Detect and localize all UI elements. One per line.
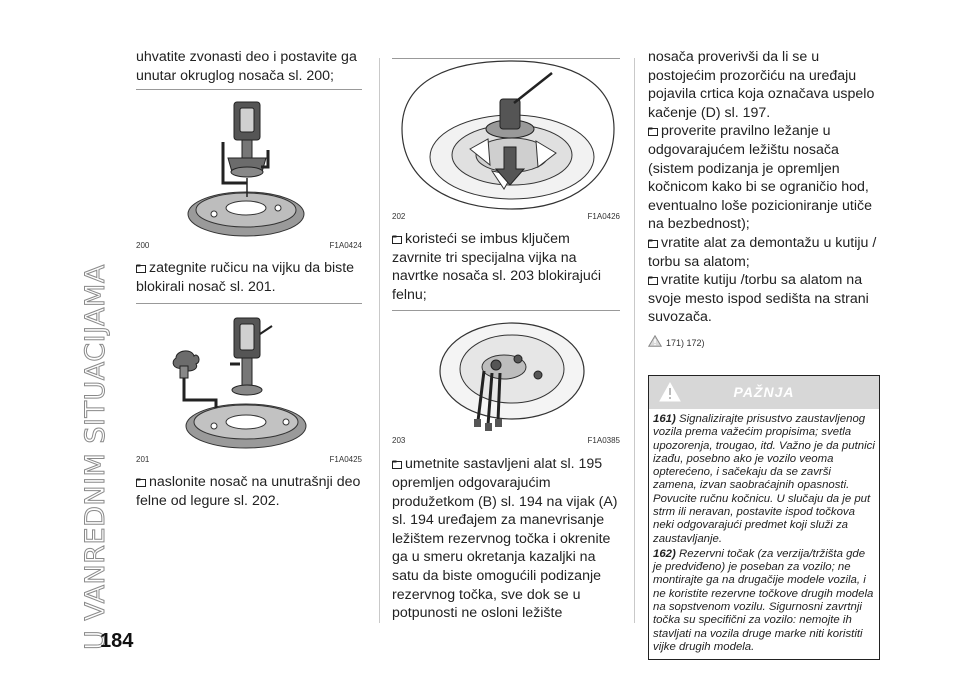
figure-number: 200 [136, 241, 150, 251]
figure-code: F1A0424 [329, 241, 362, 251]
bullet-paragraph [392, 455, 620, 622]
bullet-text: koristeći se imbus ključem zavrnite tri specijalna vijka na navrtke nosača sl. 203 blokirajući felnu; [392, 231, 601, 303]
bullet-text: zategnite ručicu na vijku da biste blokirali nosač sl. 201. [136, 260, 355, 295]
warning-triangle-icon [648, 335, 662, 347]
continued-paragraph: nosača proverivši da li se u postojećim prozorčiću na uređaju pojavila crtica koja označava uspelo kačenje (D) sl. 197. [648, 49, 875, 121]
figure-caption [136, 241, 362, 250]
column-3 [648, 48, 880, 660]
chapter-title-text: U VANREDNIM SITUACIJAMA [80, 264, 111, 650]
figure-caption [392, 436, 620, 445]
warning-references [648, 333, 880, 351]
figure-code: F1A0426 [587, 212, 620, 221]
figure-202 [392, 59, 620, 221]
figure-201 [136, 304, 362, 464]
wheel-rim-installation-illustration [392, 59, 620, 211]
column-divider [634, 58, 635, 623]
special-screws-illustration [392, 311, 620, 435]
warning-body [649, 409, 879, 659]
figure-code: F1A0385 [587, 436, 620, 446]
bullet-text: umetnite sastavljeni alat sl. 195 opremljen odgovarajućim produžetkom (B) sl. 194 na vijak (A) sl. 194 uređajem za manevrisanje ležištem rezervnog točka i okrenite ga u smeru okretanja kazaljki na satu da biste omogućili podizanje rezervnog točka, sve dok se u potpunosti ne osloni ležište [392, 456, 618, 622]
figure-code: F1A0425 [329, 455, 362, 465]
bullet-text: proverite pravilno ležanje u odgovarajućem ležištu nosača (sistem podizanja je opremljen kočnicom kako bi se ograničio hod, eventualno loše pozicioniranje utiče na bezbednost); [648, 123, 872, 233]
checkbox-bullet-icon [136, 478, 146, 487]
warning-item-text: Signalizirajte prisustvo zaustavljenog vozila prema važećim propisima; svetla upozorenja, trougao, itd. Važno je da putnici izađu, posebno ako je vozilo veoma opterećeno, i sačekaju da se završi zamena, izvan saobraćajnih opasnosti. Povucite ručnu kočnicu. U slučaju da je put strm ili neravan, postavite ispod točkova neki odgovarajući predmet koji služi za zaustavljanje. [653, 412, 875, 545]
bullet-paragraph [136, 259, 362, 296]
checkbox-bullet-icon [392, 460, 402, 469]
checkbox-bullet-icon [136, 264, 146, 273]
figure-caption [136, 455, 362, 464]
spare-wheel-bell-illustration [136, 90, 362, 240]
bullet-paragraph [392, 230, 620, 304]
figure-caption [392, 212, 620, 221]
column-1 [136, 48, 362, 511]
checkbox-bullet-icon [648, 127, 658, 136]
figure-number: 203 [392, 436, 406, 446]
figure-200 [136, 90, 362, 250]
page-number: 184 [100, 630, 134, 652]
spare-wheel-knob-illustration [136, 304, 362, 454]
bullet-paragraph [648, 122, 880, 234]
warning-item-number: 161) [653, 412, 676, 425]
checkbox-bullet-icon [648, 239, 658, 248]
bullet-paragraph [136, 473, 362, 510]
warning-header [649, 376, 879, 409]
column-2 [392, 48, 620, 623]
warning-item-number: 162) [653, 547, 676, 560]
bullet-text: vratite kutiju /torbu sa alatom na svoje mesto ispod sedišta na strani suvozača. [648, 272, 869, 326]
bullet-text: vratite alat za demontažu u kutiju / torbu sa alatom; [648, 234, 877, 270]
checkbox-bullet-icon [392, 235, 402, 244]
warning-triangle-icon [659, 382, 681, 402]
warning-refs: 171) 172) [666, 337, 705, 348]
warning-item-text: Rezervni točak (za verzija/tržišta gde je predviđeno) je poseban za vozilo; ne montirajte ga na drugačije modele vozila, i ne koristite rezervne točkove drugih modela na sopstvenom vozilu. Sigurnosni zavrtnji točka su specifični za vozilo: nemojte ih stavljati na vozila druge marke niti koristiti vijke drugih modela. [653, 547, 874, 653]
bullet-paragraph [648, 271, 880, 327]
warning-item [653, 548, 875, 654]
bullet-paragraph [648, 234, 880, 271]
column-divider [379, 58, 380, 623]
figure-number: 202 [392, 212, 406, 221]
warning-item [653, 413, 875, 546]
chapter-side-title [80, 50, 114, 650]
figure-number: 201 [136, 455, 150, 465]
figure-203 [392, 311, 620, 445]
warning-title: PAŽNJA [733, 384, 795, 401]
bullet-text: naslonite nosač na unutrašnji deo felne od legure sl. 202. [136, 474, 361, 509]
warning-box [648, 375, 880, 660]
checkbox-bullet-icon [648, 276, 658, 285]
intro-paragraph: uhvatite zvonasti deo i postavite ga unutar okruglog nosača sl. 200; [136, 49, 357, 84]
